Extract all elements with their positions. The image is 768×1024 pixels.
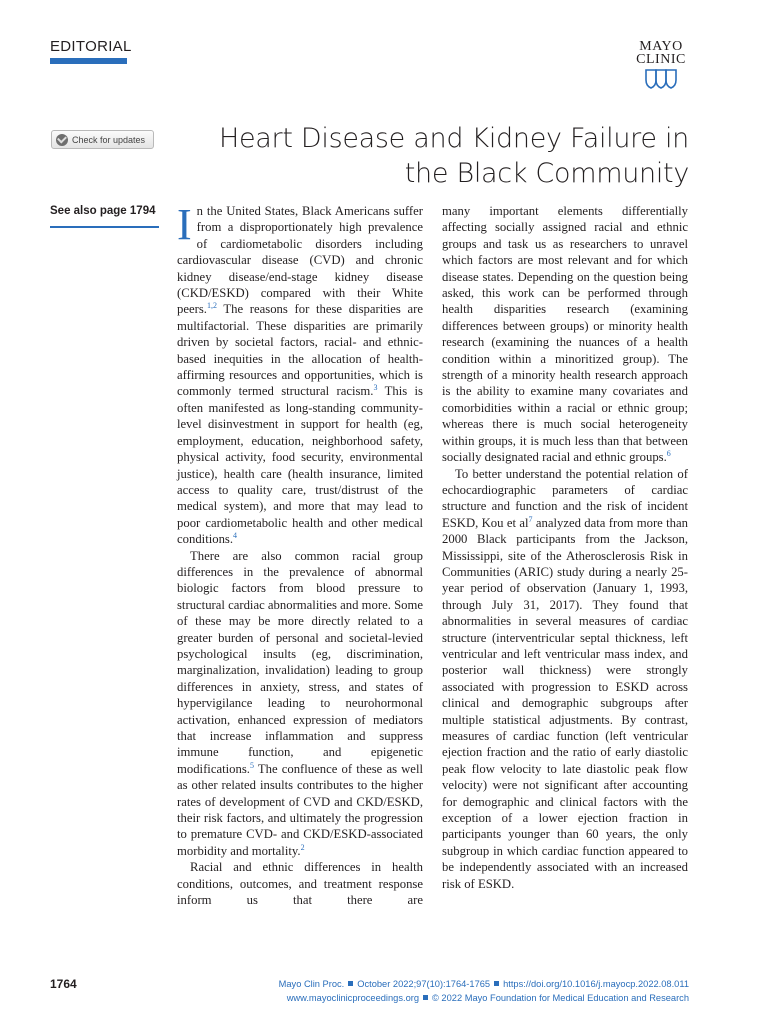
article-title: Heart Disease and Kidney Failure in the Black Community [218, 123, 689, 189]
copyright: © 2022 Mayo Foundation for Medical Education and Research [432, 993, 689, 1003]
separator-square-icon [423, 995, 428, 1000]
section-label: EDITORIAL [50, 38, 132, 55]
text-run: There are also common racial group differences in the prevalence of abnormal biologic factors from blood pressure to structural cardiac abnormalities and more. Some of these may be more directly related to a greater burden of personal and societal-levied psychological insults (eg, discrimination, marginalization, invalidation) leading to group differences in anxiety, stress, and states of hypervigilance leading to neurohormonal activation, enhanced expression of mediators that increase inflammation and suppress immune function, and epigenetic modifications. [177, 548, 423, 776]
body-column-left [177, 200, 423, 908]
text-run: The confluence of these as well as other related insults contributes to the higher rates of development of CVD and CKD/ESKD, their risk factors, and ultimately the progression to premature CVD- and CKD/ESKD-associated morbidity and mortality. [177, 761, 423, 858]
mayo-clinic-logo [630, 40, 692, 89]
page-number: 1764 [50, 977, 77, 991]
reference-link[interactable]: 6 [666, 448, 671, 458]
mayo-shields-icon [644, 69, 678, 89]
check-for-updates-button[interactable] [51, 130, 154, 149]
section-accent-bar [50, 58, 127, 64]
logo-line-1: MAYO [639, 39, 683, 54]
text-run: many important elements differentially affecting socially assigned racial and ethnic groups and task us as researchers to unravel which factors are most relevant and for which disease states. Depending on the question being asked, this work can be performed through health disparities research (examining differences between groups) or minority health research (examining the nuances of a health condition within a minoritized group). The strength of a minority health research approach is the ability to examine many covariates and comorbidities within a racial or ethnic group; whereas there is much social heterogeneity within groups, it is much less than that between socially designated racial and ethnic groups. [442, 204, 688, 465]
reference-link[interactable]: 3 [373, 383, 378, 393]
text-run: This is often manifested as long-standing community-level disinvestment in support for health (eg, employment, education, neighborhood safety, physical activity, food security, environmental justice), health care (health insurance, limited access to quality care, trust/distrust of the medical system), and more that may lead to poor cardiometabolic health and other medical conditions. [177, 384, 423, 547]
paragraph-2 [177, 548, 423, 860]
see-also-link[interactable]: See also page 1794 [50, 205, 156, 217]
check-updates-icon [56, 134, 68, 146]
paragraph-4 [442, 466, 688, 893]
reference-link[interactable]: 7 [528, 514, 533, 524]
footer-line-2 [279, 991, 689, 1005]
reference-link[interactable]: 1,2 [206, 301, 217, 311]
paragraph-1 [177, 200, 423, 548]
paragraph-3: Racial and ethnic differences in health conditions, outcomes, and treatment response inform us that there are [177, 860, 423, 908]
footer-line-1 [279, 977, 689, 991]
body-column-right [442, 203, 688, 892]
text-run: analyzed data from more than 2000 Black participants from the Jackson, Mississippi, site of the Atherosclerosis Risk in Communities (ARIC) study during a nearly 25-year period of observation (January 1, 1993, through July 31, 2017). They found that abnormalities in several measures of cardiac structure (interventricular septal thickness, left ventricular and left ventricular mass index, and posterior wall thickness) were strongly associated with progression to ESKD across clinical and demographic subgroups after multiple statistical adjustments. By contrast, measures of cardiac function (left ventricular ejection fraction and the ratio of early diastolic peak flow velocity to late diastolic peak flow velocity) were not significant after accounting for demographic and clinical factors with the exception of a lower ejection fraction in participants younger than 60 years, the only subgroup in which cardiac function appeared to be independently associated with an increased risk of ESKD. [442, 515, 688, 891]
journal-name: Mayo Clin Proc. [278, 979, 345, 989]
doi-link[interactable]: https://doi.org/10.1016/j.mayocp.2022.08.011 [503, 979, 689, 989]
check-for-updates-label: Check for updates [72, 134, 146, 145]
text-run: To better understand the potential relation of echocardiographic parameters of cardiac structure and function and the risk of incident ESKD, Kou et al [442, 466, 688, 530]
issue-info: October 2022;97(10):1764-1765 [357, 979, 491, 989]
citation-footer [279, 977, 689, 1005]
paragraph-3-continued [442, 203, 688, 466]
see-also-rule [50, 226, 159, 228]
reference-link[interactable]: 5 [249, 760, 254, 770]
reference-link[interactable]: 2 [300, 842, 305, 852]
text-run: n the United States, Black Americans suffer from a disproportionately high prevalence of cardiometabolic disorders including cardiovascular disease (CVD) and chronic kidney disease/end-stage kidney disease (CKD/ESKD) compared with their White peers. [177, 204, 423, 317]
journal-website-link[interactable]: www.mayoclinicproceedings.org [286, 993, 419, 1003]
logo-line-2: CLINIC [636, 52, 686, 67]
drop-cap: I [177, 200, 192, 249]
text-run: The reasons for these disparities are multifactorial. These disparities are primarily driven by societal factors, racial- and ethnic-based inequities in the allocation of health-affirming resources and opportunities, which is commonly termed structural racism. [177, 302, 423, 399]
reference-link[interactable]: 4 [233, 530, 238, 540]
separator-square-icon [348, 981, 353, 986]
separator-square-icon [494, 981, 499, 986]
